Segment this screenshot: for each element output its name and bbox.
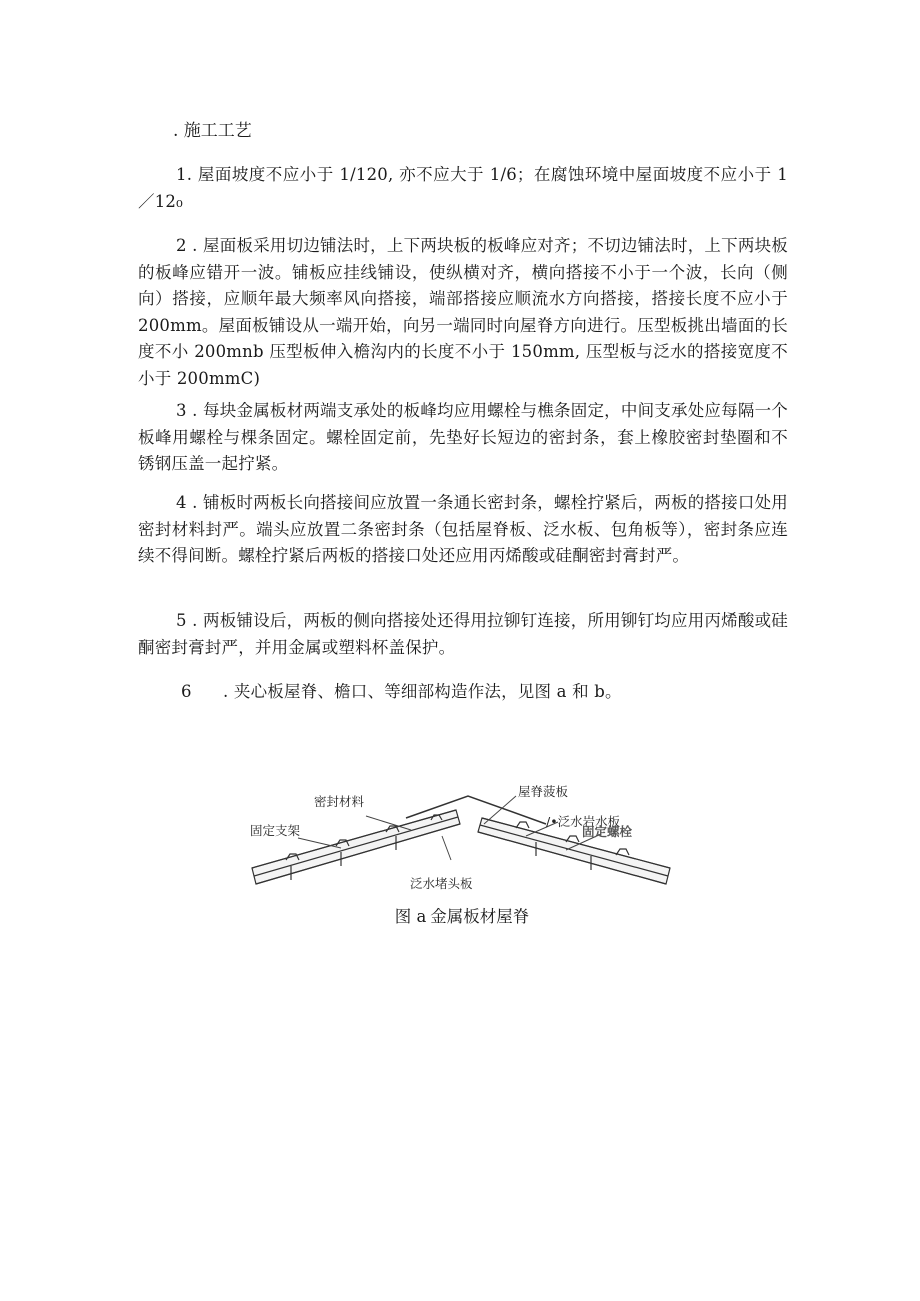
label-support: 固定支架: [250, 823, 301, 838]
paragraph-3: [138, 398, 788, 478]
label-ridge-board: 屋脊菠板: [518, 784, 569, 799]
label-sealant: 密封材料: [314, 794, 365, 809]
paragraph-4: [138, 490, 788, 570]
paragraph-1: [138, 162, 788, 215]
label-flashing-rock: /•泛水岩水板: [546, 814, 621, 829]
paragraph-2-text: 2 . 屋面板采用切边铺法时，上下两块板的板峰应对齐；不切边铺法时，上下两块板的板峰应错开一波。铺板应挂线铺设，使纵横对齐，横向搭接不小于一个波，长向（侧向）搭接，应顺年最大频率风向搭接，端部搭接应顺流水方向搭接，搭接长度不应小于 200mm。屋面板铺设从一端开始，向另一端同时向屋脊方向进行。压型板挑出墙面的长度不小 200mnb 压型板伸入檐沟内的长度不小于 150mm, 压型板与泛水的搭接宽度不小于 200mmC): [138, 236, 788, 388]
ridge-detail-figure: [246, 780, 676, 900]
ridge-detail-drawing: [246, 780, 676, 900]
item-6-text: . 夹心板屋脊、檐口、等细部构造作法，见图 a 和 b。: [223, 682, 622, 701]
caption-text: 金属板材屋脊: [430, 907, 530, 926]
left-roof-panel: [252, 810, 460, 884]
section-heading: . 施工工艺: [173, 121, 252, 141]
paragraph-4-text: 4 . 铺板时两板长向搭接间应放置一条通长密封条，螺栓拧紧后，两板的搭接口处用密封材料封严。端头应放置二条密封条（包括屋脊板、泛水板、包角板等），密封条应连续不得间断。螺栓拧紧后两板的搭接口处还应用丙烯酸或硅酮密封膏封严。: [138, 493, 788, 565]
item-6-number: 6: [181, 682, 192, 701]
caption-prefix: 图 a: [394, 907, 427, 926]
paragraph-5-text: 5 . 两板铺设后，两板的侧向搭接处还得用拉铆钉连接，所用铆钉均应用丙烯酸或硅酮密封膏封严，并用金属或塑料杯盖保护。: [138, 611, 788, 657]
paragraph-6: [181, 679, 781, 706]
figure-caption: [0, 905, 920, 929]
paragraph-5: [138, 608, 788, 661]
paragraph-3-text: 3 . 每块金属板材两端支承处的板峰均应用螺栓与樵条固定，中间支承处应每隔一个板峰用螺栓与棵条固定。螺栓固定前，先垫好长短边的密封条，套上橡胶密封垫圈和不锈钢压盖一起拧紧。: [138, 401, 788, 473]
label-flashing-end: 泛水堵头板: [410, 876, 473, 891]
paragraph-2: [138, 233, 788, 392]
paragraph-1-text: 1. 屋面坡度不应小于 1/120, 亦不应大于 1/6；在腐蚀环境中屋面坡度不应小于 1／12₀: [138, 165, 788, 211]
label-fixing-bolt: 固定螺栓: [582, 824, 633, 839]
